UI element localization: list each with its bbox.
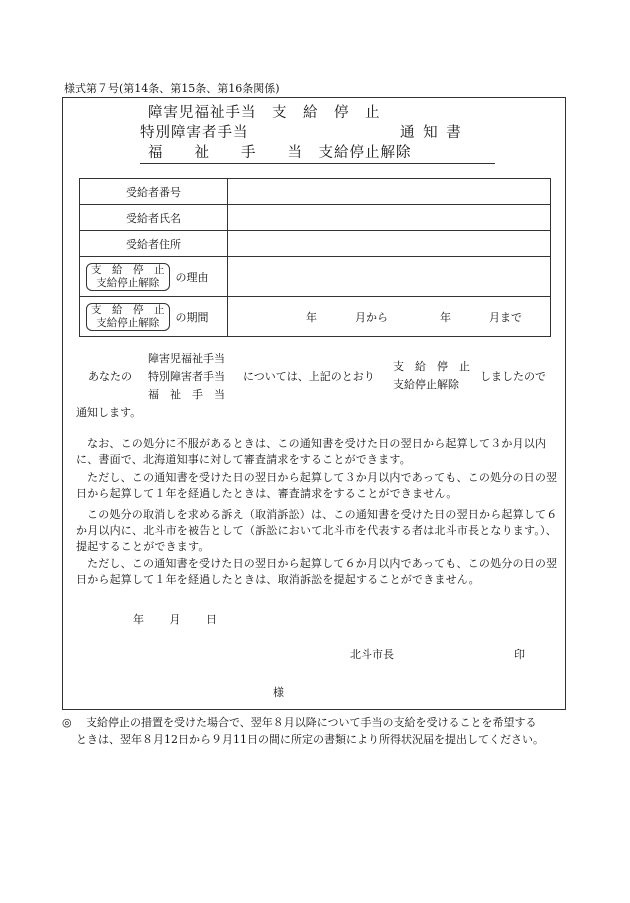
footnote-line-2: ときは、翌年８月12日から９月11日の間に所定の書類により所得状況届を提出してください。 — [76, 733, 544, 746]
seal-mark: 印 — [514, 648, 525, 661]
recipient-address-field[interactable] — [228, 231, 551, 257]
title-notice: 通 知 書 — [400, 125, 463, 141]
statement-allowance-3: 福 祉 手 当 — [148, 388, 225, 401]
recipient-address-label: 受給者住所 — [80, 231, 228, 257]
issue-date-month: 月 — [169, 613, 181, 626]
table-row — [80, 257, 551, 297]
period-from: 月から — [355, 310, 388, 324]
recipient-name-label: 受給者氏名 — [80, 205, 228, 231]
period-suffix: の期間 — [175, 310, 209, 324]
title-line-3: 福 祉 手 当 支給停止解除 — [148, 145, 412, 161]
lawsuit-paragraph-2: ただし、この通知書を受けた日の翌日から起算して６か月以内であっても、この処分の日の翌日から起算して１年を経過したときは、取消訴訟を提起することができません。 — [76, 557, 558, 586]
period-field[interactable] — [228, 297, 551, 337]
recipient-name-field[interactable] — [228, 205, 551, 231]
issue-date-year: 年 — [133, 613, 144, 626]
statement-middle: については、上記のとおり — [243, 370, 375, 383]
period-year-end: 年 — [440, 310, 451, 324]
footnote-mark: ◎ — [62, 716, 72, 729]
reason-field[interactable] — [228, 257, 551, 297]
footnote-line-1: 支給停止の措置を受けた場合で、翌年８月以降について手当の支給を受けることを希望する — [86, 716, 537, 729]
addressee-suffix: 様 — [273, 686, 284, 699]
period-bracket-line-1: 支 給 停 止 — [91, 303, 165, 316]
recipient-number-field[interactable] — [228, 179, 551, 205]
table-row — [80, 231, 551, 257]
issuer-name: 北斗市長 — [350, 648, 394, 661]
period-bracket — [86, 303, 170, 331]
recipient-info-table — [79, 178, 551, 337]
reason-bracket-line-2: 支給停止解除 — [96, 276, 160, 289]
statement-action-2: 支給停止解除 — [393, 378, 459, 391]
appeal-paragraph-1: なお、この処分に不服があるときは、この通知書を受けた日の翌日から起算して３か月以内に、書面で、北海道知事に対して審査請求をすることができます。 — [76, 437, 547, 466]
recipient-number-label: 受給者番号 — [80, 179, 228, 205]
table-row — [80, 297, 551, 337]
table-row — [80, 205, 551, 231]
issue-date-day: 日 — [206, 613, 217, 626]
reason-suffix: の理由 — [175, 270, 209, 284]
statement-prefix: あなたの — [88, 370, 132, 383]
title-underline — [140, 163, 495, 164]
statement-action-1: 支 給 停 止 — [393, 360, 470, 373]
title-line-1: 障害児福祉手当 支 給 停 止 — [148, 105, 381, 121]
period-year-start: 年 — [306, 310, 317, 324]
statement-allowance-1: 障害児福祉手当 — [148, 352, 225, 365]
footnote — [62, 714, 567, 748]
table-row — [80, 179, 551, 205]
form-number-label: 様式第７号(第14条、第15条、第16条関係) — [64, 82, 280, 95]
statement-suffix: しましたので — [480, 370, 546, 383]
reason-bracket — [86, 263, 170, 291]
issue-date — [133, 611, 217, 627]
period-label-cell — [80, 297, 228, 337]
statement-closing: 通知します。 — [76, 406, 142, 419]
title-line-2: 特別障害者手当 — [140, 125, 249, 141]
period-until: 月まで — [489, 310, 522, 324]
appeal-paragraph-2: ただし、この通知書を受けた日の翌日から起算して３か月以内であっても、この処分の日の翌日から起算して１年を経過したときは、審査請求をすることができません。 — [76, 471, 558, 500]
period-bracket-line-2: 支給停止解除 — [96, 316, 160, 329]
lawsuit-paragraph-1: この処分の取消しを求める訴え（取消訴訟）は、この通知書を受けた日の翌日から起算して６か月以内に、北斗市を被告として（訴訟において北斗市を代表する者は北斗市長となります。）、提起することができます。 — [76, 508, 558, 553]
statement-allowance-2: 特別障害者手当 — [148, 370, 225, 383]
reason-bracket-line-1: 支 給 停 止 — [91, 263, 165, 276]
reason-label-cell — [80, 257, 228, 297]
